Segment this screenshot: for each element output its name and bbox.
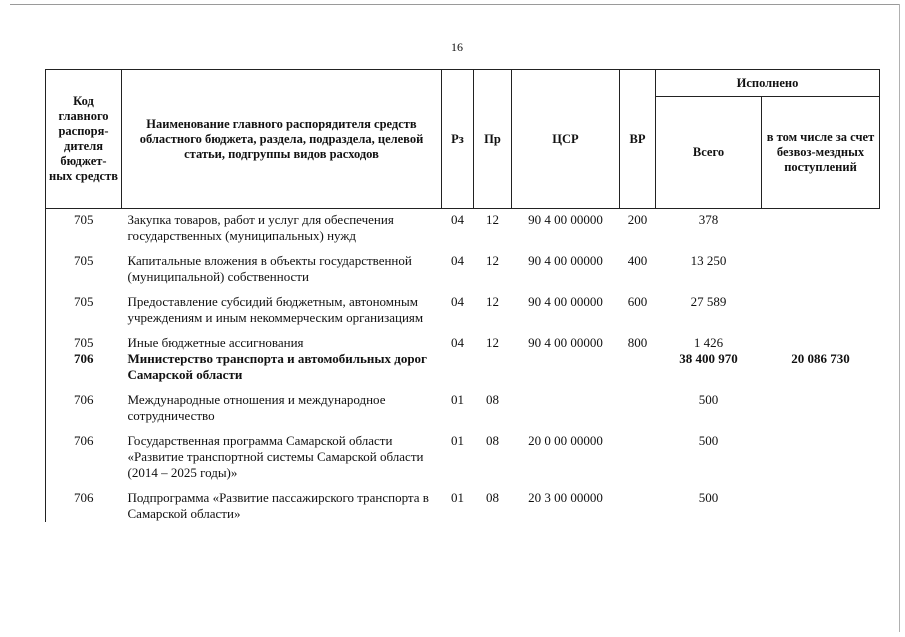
cell-name: Капитальные вложения в объекты государственной (муниципальной) собственности bbox=[127, 253, 412, 284]
table-row bbox=[46, 335, 880, 351]
cell-code: 705 bbox=[46, 212, 122, 244]
cell-pr: 08 bbox=[486, 490, 499, 505]
cell-free bbox=[762, 392, 880, 424]
row-spacer bbox=[46, 326, 880, 335]
cell-name: Закупка товаров, работ и услуг для обеспечения государственных (муниципальных) нужд bbox=[127, 212, 394, 243]
cell-free bbox=[762, 294, 880, 326]
cell-name: Международные отношения и международное сотрудничество bbox=[127, 392, 386, 423]
cell-name: Подпрограмма «Развитие пассажирского транспорта в Самарской области» bbox=[127, 490, 429, 521]
row-spacer bbox=[46, 285, 880, 294]
header-csr: ЦСР bbox=[512, 70, 620, 209]
cell-free: 20 086 730 bbox=[791, 351, 850, 366]
cell-rz: 01 bbox=[451, 433, 464, 448]
page-edge-right bbox=[899, 4, 900, 632]
cell-name: Иные бюджетные ассигнования bbox=[127, 335, 304, 350]
row-spacer bbox=[46, 424, 880, 433]
cell-vr bbox=[620, 351, 656, 383]
cell-pr: 12 bbox=[486, 212, 499, 227]
cell-code: 705 bbox=[46, 294, 122, 326]
header-pr: Пр bbox=[474, 70, 512, 209]
table-row bbox=[46, 490, 880, 522]
table-row bbox=[46, 392, 880, 424]
cell-code: 705 bbox=[46, 335, 122, 351]
page-edge-top bbox=[10, 4, 900, 5]
cell-name: Предоставление субсидий бюджетным, автономным учреждениям и иным некоммерческим организациям bbox=[127, 294, 424, 325]
cell-csr bbox=[512, 392, 620, 424]
header-vr: ВР bbox=[620, 70, 656, 209]
cell-code: 706 bbox=[46, 433, 122, 481]
cell-vr bbox=[620, 392, 656, 424]
header-total: Всего bbox=[656, 97, 762, 209]
cell-csr: 20 3 00 00000 bbox=[528, 490, 603, 505]
cell-pr: 08 bbox=[486, 392, 499, 407]
cell-code: 706 bbox=[46, 392, 122, 424]
table-row bbox=[46, 212, 880, 244]
cell-rz: 04 bbox=[451, 294, 464, 309]
page-number: 16 bbox=[451, 40, 463, 54]
table-row bbox=[46, 253, 880, 285]
cell-total: 500 bbox=[698, 392, 719, 407]
cell-total: 38 400 970 bbox=[679, 351, 738, 366]
cell-csr bbox=[512, 351, 620, 383]
cell-total: 500 bbox=[698, 433, 719, 448]
cell-name: Министерство транспорта и автомобильных дорог Самарской области bbox=[127, 351, 427, 382]
header-rz: Рз bbox=[442, 70, 474, 209]
table-row bbox=[46, 351, 880, 383]
cell-vr: 600 bbox=[627, 294, 648, 309]
cell-csr: 90 4 00 00000 bbox=[528, 335, 603, 350]
cell-free bbox=[762, 212, 880, 244]
cell-total: 1 426 bbox=[693, 335, 724, 350]
cell-total: 500 bbox=[698, 490, 719, 505]
cell-vr: 400 bbox=[627, 253, 648, 268]
cell-csr: 90 4 00 00000 bbox=[528, 294, 603, 309]
budget-table bbox=[45, 69, 880, 522]
cell-vr bbox=[620, 490, 656, 522]
cell-rz: 04 bbox=[451, 335, 464, 350]
cell-pr: 12 bbox=[486, 335, 499, 350]
table-row bbox=[46, 294, 880, 326]
table-body bbox=[46, 209, 880, 523]
cell-rz: 01 bbox=[451, 392, 464, 407]
header-free: в том числе за счет безвоз-мездных поступлений bbox=[762, 97, 880, 209]
row-spacer bbox=[46, 383, 880, 392]
cell-total: 27 589 bbox=[690, 294, 727, 309]
cell-rz: 04 bbox=[451, 212, 464, 227]
cell-vr: 800 bbox=[627, 335, 648, 350]
cell-code: 706 bbox=[46, 351, 122, 383]
cell-csr: 90 4 00 00000 bbox=[528, 212, 603, 227]
cell-rz: 04 bbox=[451, 253, 464, 268]
cell-pr bbox=[474, 351, 512, 383]
header-executed: Исполнено bbox=[656, 70, 880, 97]
cell-rz: 01 bbox=[451, 490, 464, 505]
budget-table-container bbox=[45, 69, 880, 522]
cell-pr: 12 bbox=[486, 294, 499, 309]
cell-pr: 12 bbox=[486, 253, 499, 268]
cell-code: 705 bbox=[46, 253, 122, 285]
cell-free bbox=[762, 490, 880, 522]
row-spacer bbox=[46, 244, 880, 253]
cell-free bbox=[762, 433, 880, 481]
header-name: Наименование главного распорядителя средств областного бюджета, раздела, подраздела, целевой статьи, подгруппы видов расходов bbox=[122, 70, 442, 209]
cell-code: 706 bbox=[46, 490, 122, 522]
cell-free bbox=[762, 335, 880, 351]
cell-total: 13 250 bbox=[690, 253, 727, 268]
header-code: Код главного распоря-дителя бюджет-ных средств bbox=[46, 70, 122, 209]
cell-free bbox=[762, 253, 880, 285]
row-spacer bbox=[46, 481, 880, 490]
cell-rz bbox=[442, 351, 474, 383]
cell-vr bbox=[620, 433, 656, 481]
cell-csr: 20 0 00 00000 bbox=[528, 433, 603, 448]
cell-pr: 08 bbox=[486, 433, 499, 448]
table-row bbox=[46, 433, 880, 481]
cell-csr: 90 4 00 00000 bbox=[528, 253, 603, 268]
cell-vr: 200 bbox=[627, 212, 648, 227]
cell-total: 378 bbox=[698, 212, 719, 227]
table-header bbox=[46, 70, 880, 209]
cell-name: Государственная программа Самарской области «Развитие транспортной системы Самарской области (2014 – 2025 годы)» bbox=[127, 433, 424, 480]
